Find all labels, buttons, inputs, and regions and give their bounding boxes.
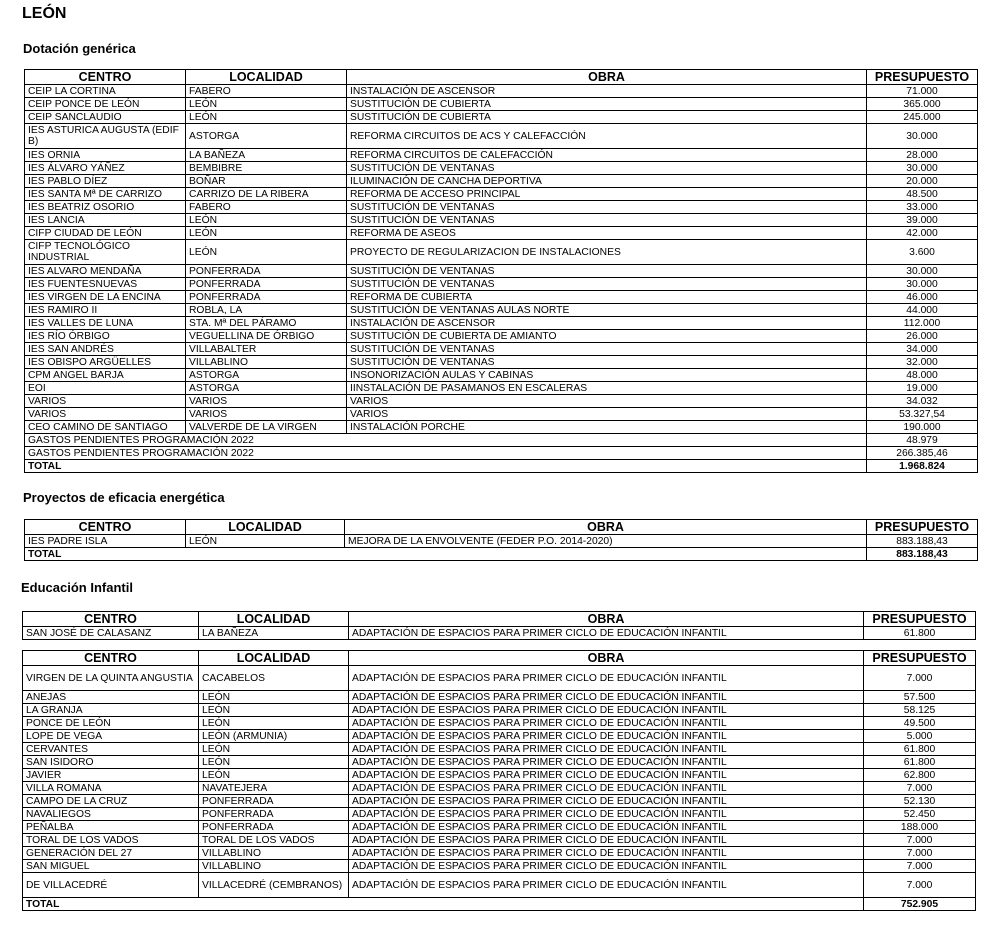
- cell-presupuesto: 7.000: [864, 782, 976, 795]
- cell-localidad: LEÓN: [199, 769, 349, 782]
- table-row: [25, 214, 978, 227]
- col-header-presupuesto: PRESUPUESTO: [867, 520, 978, 535]
- cell-obra: SUSTITUCIÓN DE VENTANAS: [347, 162, 867, 175]
- cell-centro: CEIP SANCLAUDIO: [25, 111, 186, 124]
- cell-centro: VIRGEN DE LA QUINTA ANGUSTIA: [23, 666, 199, 691]
- cell-presupuesto: 57.500: [864, 691, 976, 704]
- table-header-row: [23, 651, 976, 666]
- cell-centro: VILLA ROMANA: [23, 782, 199, 795]
- cell-presupuesto: 46.000: [867, 291, 978, 304]
- total-value: 1.968.824: [867, 460, 978, 473]
- cell-presupuesto: 190.000: [867, 421, 978, 434]
- total-row: [25, 548, 978, 561]
- cell-obra: SUSTITUCIÓN DE VENTANAS: [347, 343, 867, 356]
- cell-centro: CERVANTES: [23, 743, 199, 756]
- cell-localidad: VILLACEDRÉ (CEMBRANOS): [199, 873, 349, 898]
- col-header-centro: CENTRO: [23, 612, 199, 627]
- cell-presupuesto: 883.188,43: [867, 535, 978, 548]
- cell-presupuesto: 112.000: [867, 317, 978, 330]
- cell-localidad: ASTORGA: [186, 369, 347, 382]
- cell-obra: INSONORIZACIÓN AULAS Y CABINAS: [347, 369, 867, 382]
- cell-localidad: LEÓN: [186, 98, 347, 111]
- cell-obra: REFORMA DE ACCESO PRINCIPAL: [347, 188, 867, 201]
- cell-obra: SUSTITUCIÓN DE CUBIERTA: [347, 111, 867, 124]
- table-row: [23, 691, 976, 704]
- table-row: [23, 743, 976, 756]
- cell-centro: VARIOS: [25, 408, 186, 421]
- cell-localidad: PONFERRADA: [199, 795, 349, 808]
- cell-presupuesto: 30.000: [867, 162, 978, 175]
- cell-localidad: STA. Mª DEL PÁRAMO: [186, 317, 347, 330]
- cell-localidad: PONFERRADA: [186, 291, 347, 304]
- cell-centro: JAVIER: [23, 769, 199, 782]
- table-row: [23, 756, 976, 769]
- cell-obra: ADAPTACIÓN DE ESPACIOS PARA PRIMER CICLO DE EDUCACIÓN INFANTIL: [349, 627, 864, 640]
- table-row: [25, 85, 978, 98]
- cell-centro: IES PABLO DÍEZ: [25, 175, 186, 188]
- cell-centro: CIFP TECNOLÓGICO INDUSTRIAL: [25, 240, 186, 265]
- cell-presupuesto: 3.600: [867, 240, 978, 265]
- cell-localidad: VILLABLINO: [199, 847, 349, 860]
- cell-localidad: BOÑAR: [186, 175, 347, 188]
- cell-presupuesto: 365.000: [867, 98, 978, 111]
- total-label: TOTAL: [25, 460, 867, 473]
- cell-presupuesto: 30.000: [867, 278, 978, 291]
- cell-centro: CEO CAMINO DE SANTIAGO: [25, 421, 186, 434]
- cell-obra: ADAPTACIÓN DE ESPACIOS PARA PRIMER CICLO DE EDUCACIÓN INFANTIL: [349, 691, 864, 704]
- cell-presupuesto: 28.000: [867, 149, 978, 162]
- cell-localidad: VEGUELLINA DE ÓRBIGO: [186, 330, 347, 343]
- table-header-row: [25, 520, 978, 535]
- cell-localidad: FABERO: [186, 201, 347, 214]
- pending-row: [25, 434, 978, 447]
- cell-obra: SUSTITUCIÓN DE CUBIERTA DE AMIANTO: [347, 330, 867, 343]
- table-row: [25, 291, 978, 304]
- cell-presupuesto: 44.000: [867, 304, 978, 317]
- cell-localidad: VILLABLINO: [199, 860, 349, 873]
- table-row: [23, 666, 976, 691]
- cell-presupuesto: 71.000: [867, 85, 978, 98]
- cell-presupuesto: 58.125: [864, 704, 976, 717]
- cell-obra: ADAPTACIÓN DE ESPACIOS PARA PRIMER CICLO DE EDUCACIÓN INFANTIL: [349, 666, 864, 691]
- col-header-localidad: LOCALIDAD: [186, 70, 347, 85]
- cell-centro: LOPE DE VEGA: [23, 730, 199, 743]
- col-header-centro: CENTRO: [25, 520, 186, 535]
- cell-obra: REFORMA CIRCUITOS DE ACS Y CALEFACCIÓN: [347, 124, 867, 149]
- cell-obra: ADAPTACIÓN DE ESPACIOS PARA PRIMER CICLO DE EDUCACIÓN INFANTIL: [349, 782, 864, 795]
- cell-obra: ADAPTACIÓN DE ESPACIOS PARA PRIMER CICLO DE EDUCACIÓN INFANTIL: [349, 756, 864, 769]
- table-row: [23, 769, 976, 782]
- cell-localidad: FABERO: [186, 85, 347, 98]
- cell-localidad: TORAL DE LOS VADOS: [199, 834, 349, 847]
- pending-label: GASTOS PENDIENTES PROGRAMACIÓN 2022: [25, 434, 867, 447]
- section-heading-infantil: Educación Infantil: [21, 580, 133, 595]
- cell-presupuesto: 53.327,54: [867, 408, 978, 421]
- table-row: [25, 369, 978, 382]
- table-row: [25, 304, 978, 317]
- col-header-localidad: LOCALIDAD: [199, 651, 349, 666]
- cell-centro: IES PADRE ISLA: [25, 535, 186, 548]
- cell-centro: IES ORNIA: [25, 149, 186, 162]
- cell-centro: IES RÍO ÓRBIGO: [25, 330, 186, 343]
- table-header-row: [25, 70, 978, 85]
- cell-localidad: PONFERRADA: [199, 821, 349, 834]
- cell-localidad: VALVERDE DE LA VIRGEN: [186, 421, 347, 434]
- cell-obra: INSTALACIÓN PORCHE: [347, 421, 867, 434]
- table-row: [25, 201, 978, 214]
- cell-obra: ADAPTACIÓN DE ESPACIOS PARA PRIMER CICLO DE EDUCACIÓN INFANTIL: [349, 743, 864, 756]
- table-row: [23, 717, 976, 730]
- cell-obra: ILUMINACIÓN DE CANCHA DEPORTIVA: [347, 175, 867, 188]
- table-row: [23, 795, 976, 808]
- cell-localidad: ASTORGA: [186, 382, 347, 395]
- total-value: 752.905: [864, 898, 976, 911]
- pending-value: 266.385,46: [867, 447, 978, 460]
- cell-centro: NAVALIEGOS: [23, 808, 199, 821]
- cell-presupuesto: 42.000: [867, 227, 978, 240]
- cell-centro: IES SAN ANDRÉS: [25, 343, 186, 356]
- cell-obra: PROYECTO DE REGULARIZACION DE INSTALACIONES: [347, 240, 867, 265]
- table-row: [23, 847, 976, 860]
- cell-obra: ADAPTACIÓN DE ESPACIOS PARA PRIMER CICLO DE EDUCACIÓN INFANTIL: [349, 860, 864, 873]
- table-infantil-a: [22, 611, 976, 640]
- table-row: [25, 356, 978, 369]
- table-row: [25, 278, 978, 291]
- cell-centro: IES LANCIA: [25, 214, 186, 227]
- cell-presupuesto: 52.130: [864, 795, 976, 808]
- cell-localidad: LEÓN: [186, 214, 347, 227]
- cell-presupuesto: 19.000: [867, 382, 978, 395]
- cell-localidad: LEÓN: [186, 111, 347, 124]
- table-row: [25, 227, 978, 240]
- table-row: [25, 408, 978, 421]
- total-value: 883.188,43: [867, 548, 978, 561]
- cell-centro: IES ALVARO MENDAÑA: [25, 265, 186, 278]
- table-row: [25, 188, 978, 201]
- cell-centro: SAN JOSÉ DE CALASANZ: [23, 627, 199, 640]
- cell-presupuesto: 245.000: [867, 111, 978, 124]
- cell-presupuesto: 61.800: [864, 743, 976, 756]
- col-header-obra: OBRA: [349, 651, 864, 666]
- table-header-row: [23, 612, 976, 627]
- cell-centro: IES ASTURICA AUGUSTA (EDIF B): [25, 124, 186, 149]
- cell-centro: PONCE DE LEÓN: [23, 717, 199, 730]
- cell-localidad: VARIOS: [186, 395, 347, 408]
- cell-obra: ADAPTACIÓN DE ESPACIOS PARA PRIMER CICLO DE EDUCACIÓN INFANTIL: [349, 873, 864, 898]
- cell-localidad: LA BAÑEZA: [186, 149, 347, 162]
- cell-obra: SUSTITUCIÓN DE VENTANAS: [347, 201, 867, 214]
- cell-localidad: LEÓN: [199, 743, 349, 756]
- cell-localidad: CACABELOS: [199, 666, 349, 691]
- total-row: [25, 460, 978, 473]
- cell-presupuesto: 48.000: [867, 369, 978, 382]
- cell-localidad: BEMBIBRE: [186, 162, 347, 175]
- table-row: [23, 834, 976, 847]
- cell-presupuesto: 61.800: [864, 627, 976, 640]
- cell-obra: ADAPTACIÓN DE ESPACIOS PARA PRIMER CICLO DE EDUCACIÓN INFANTIL: [349, 847, 864, 860]
- table-row: [25, 162, 978, 175]
- table-row: [23, 704, 976, 717]
- table-row: [25, 535, 978, 548]
- cell-presupuesto: 52.450: [864, 808, 976, 821]
- cell-presupuesto: 7.000: [864, 873, 976, 898]
- col-header-localidad: LOCALIDAD: [199, 612, 349, 627]
- cell-localidad: ROBLA, LA: [186, 304, 347, 317]
- cell-obra: SUSTITUCIÓN DE VENTANAS: [347, 214, 867, 227]
- cell-presupuesto: 7.000: [864, 834, 976, 847]
- cell-centro: SAN ISIDORO: [23, 756, 199, 769]
- cell-localidad: LA BAÑEZA: [199, 627, 349, 640]
- table-eficacia-energetica: [24, 519, 978, 561]
- cell-presupuesto: 49.500: [864, 717, 976, 730]
- section-heading-eficacia: Proyectos de eficacia energética: [23, 490, 225, 505]
- cell-obra: SUSTITUCIÓN DE VENTANAS: [347, 278, 867, 291]
- cell-centro: DE VILLACEDRÉ: [23, 873, 199, 898]
- cell-presupuesto: 20.000: [867, 175, 978, 188]
- cell-localidad: VARIOS: [186, 408, 347, 421]
- col-header-presupuesto: PRESUPUESTO: [867, 70, 978, 85]
- pending-value: 48.979: [867, 434, 978, 447]
- cell-localidad: VILLABLINO: [186, 356, 347, 369]
- cell-localidad: VILLABALTER: [186, 343, 347, 356]
- col-header-centro: CENTRO: [23, 651, 199, 666]
- cell-obra: SUSTITUCIÓN DE VENTANAS: [347, 265, 867, 278]
- cell-presupuesto: 34.000: [867, 343, 978, 356]
- cell-centro: IES OBISPO ARGÜELLES: [25, 356, 186, 369]
- cell-localidad: LEÓN: [186, 535, 345, 548]
- cell-centro: ANEJAS: [23, 691, 199, 704]
- cell-presupuesto: 30.000: [867, 265, 978, 278]
- cell-localidad: LEÓN: [199, 756, 349, 769]
- cell-localidad: ASTORGA: [186, 124, 347, 149]
- cell-centro: IES SANTA Mª DE CARRIZO: [25, 188, 186, 201]
- cell-obra: SUSTITUCIÓN DE CUBIERTA: [347, 98, 867, 111]
- cell-obra: ADAPTACIÓN DE ESPACIOS PARA PRIMER CICLO DE EDUCACIÓN INFANTIL: [349, 834, 864, 847]
- cell-centro: IES BEATRIZ OSORIO: [25, 201, 186, 214]
- table-row: [23, 730, 976, 743]
- cell-obra: REFORMA DE ASEOS: [347, 227, 867, 240]
- cell-obra: ADAPTACIÓN DE ESPACIOS PARA PRIMER CICLO DE EDUCACIÓN INFANTIL: [349, 795, 864, 808]
- col-header-obra: OBRA: [349, 612, 864, 627]
- cell-presupuesto: 26.000: [867, 330, 978, 343]
- cell-centro: IES VIRGEN DE LA ENCINA: [25, 291, 186, 304]
- col-header-obra: OBRA: [345, 520, 867, 535]
- cell-localidad: LEÓN: [199, 691, 349, 704]
- cell-presupuesto: 7.000: [864, 860, 976, 873]
- table-row: [25, 98, 978, 111]
- total-label: TOTAL: [23, 898, 864, 911]
- table-row: [23, 873, 976, 898]
- table-row: [23, 808, 976, 821]
- cell-obra: VARIOS: [347, 395, 867, 408]
- table-row: [25, 317, 978, 330]
- cell-obra: MEJORA DE LA ENVOLVENTE (FEDER P.O. 2014-2020): [345, 535, 867, 548]
- cell-localidad: LEÓN: [186, 240, 347, 265]
- table-row: [25, 395, 978, 408]
- cell-obra: REFORMA CIRCUITOS DE CALEFACCIÓN: [347, 149, 867, 162]
- cell-presupuesto: 62.800: [864, 769, 976, 782]
- cell-centro: CAMPO DE LA CRUZ: [23, 795, 199, 808]
- pending-row: [25, 447, 978, 460]
- col-header-presupuesto: PRESUPUESTO: [864, 651, 976, 666]
- cell-localidad: CARRIZO DE LA RIBERA: [186, 188, 347, 201]
- cell-presupuesto: 34.032: [867, 395, 978, 408]
- cell-localidad: PONFERRADA: [186, 278, 347, 291]
- cell-presupuesto: 30.000: [867, 124, 978, 149]
- cell-obra: INSTALACIÓN DE ASCENSOR: [347, 85, 867, 98]
- cell-presupuesto: 61.800: [864, 756, 976, 769]
- pending-label: GASTOS PENDIENTES PROGRAMACIÓN 2022: [25, 447, 867, 460]
- cell-centro: CPM ANGEL BARJA: [25, 369, 186, 382]
- cell-obra: REFORMA DE CUBIERTA: [347, 291, 867, 304]
- cell-obra: IINSTALACIÓN DE PASAMANOS EN ESCALERAS: [347, 382, 867, 395]
- cell-localidad: LEÓN (ARMUNIA): [199, 730, 349, 743]
- col-header-obra: OBRA: [347, 70, 867, 85]
- cell-localidad: NAVATEJERA: [199, 782, 349, 795]
- table-row: [25, 330, 978, 343]
- table-row: [25, 124, 978, 149]
- table-row: [25, 149, 978, 162]
- cell-presupuesto: 33.000: [867, 201, 978, 214]
- table-row: [23, 627, 976, 640]
- cell-presupuesto: 7.000: [864, 666, 976, 691]
- cell-localidad: LEÓN: [199, 717, 349, 730]
- cell-obra: ADAPTACIÓN DE ESPACIOS PARA PRIMER CICLO DE EDUCACIÓN INFANTIL: [349, 821, 864, 834]
- cell-centro: PEÑALBA: [23, 821, 199, 834]
- cell-presupuesto: 39.000: [867, 214, 978, 227]
- table-row: [25, 382, 978, 395]
- cell-presupuesto: 7.000: [864, 847, 976, 860]
- cell-obra: INSTALACIÓN DE ASCENSOR: [347, 317, 867, 330]
- table-row: [25, 343, 978, 356]
- cell-centro: VARIOS: [25, 395, 186, 408]
- table-row: [23, 821, 976, 834]
- cell-centro: TORAL DE LOS VADOS: [23, 834, 199, 847]
- cell-presupuesto: 32.000: [867, 356, 978, 369]
- cell-obra: ADAPTACIÓN DE ESPACIOS PARA PRIMER CICLO DE EDUCACIÓN INFANTIL: [349, 808, 864, 821]
- cell-obra: ADAPTACIÓN DE ESPACIOS PARA PRIMER CICLO DE EDUCACIÓN INFANTIL: [349, 769, 864, 782]
- section-heading-dotacion: Dotación genérica: [23, 41, 136, 56]
- cell-localidad: LEÓN: [186, 227, 347, 240]
- cell-obra: ADAPTACIÓN DE ESPACIOS PARA PRIMER CICLO DE EDUCACIÓN INFANTIL: [349, 730, 864, 743]
- cell-centro: IES RAMIRO II: [25, 304, 186, 317]
- cell-localidad: PONFERRADA: [186, 265, 347, 278]
- table-dotacion-generica: [24, 69, 978, 473]
- table-infantil-b: [22, 650, 976, 911]
- page-title: LEÓN: [22, 5, 67, 22]
- cell-centro: IES FUENTESNUEVAS: [25, 278, 186, 291]
- cell-presupuesto: 5.000: [864, 730, 976, 743]
- cell-obra: SUSTITUCIÓN DE VENTANAS AULAS NORTE: [347, 304, 867, 317]
- cell-obra: VARIOS: [347, 408, 867, 421]
- col-header-presupuesto: PRESUPUESTO: [864, 612, 976, 627]
- cell-obra: SUSTITUCIÓN DE VENTANAS: [347, 356, 867, 369]
- total-label: TOTAL: [25, 548, 867, 561]
- cell-centro: CEIP PONCE DE LEÓN: [25, 98, 186, 111]
- cell-presupuesto: 188.000: [864, 821, 976, 834]
- cell-centro: CEIP LA CORTINA: [25, 85, 186, 98]
- cell-centro: SAN MIGUEL: [23, 860, 199, 873]
- cell-centro: LA GRANJA: [23, 704, 199, 717]
- cell-localidad: PONFERRADA: [199, 808, 349, 821]
- cell-obra: ADAPTACIÓN DE ESPACIOS PARA PRIMER CICLO DE EDUCACIÓN INFANTIL: [349, 704, 864, 717]
- col-header-centro: CENTRO: [25, 70, 186, 85]
- cell-centro: CIFP CIUDAD DE LEÓN: [25, 227, 186, 240]
- total-row: [23, 898, 976, 911]
- cell-presupuesto: 48.500: [867, 188, 978, 201]
- table-row: [25, 175, 978, 188]
- table-row: [23, 782, 976, 795]
- cell-localidad: LEÓN: [199, 704, 349, 717]
- table-row: [25, 240, 978, 265]
- cell-centro: GENERACIÓN DEL 27: [23, 847, 199, 860]
- table-row: [25, 265, 978, 278]
- cell-centro: IES ÁLVARO YÁÑEZ: [25, 162, 186, 175]
- cell-obra: ADAPTACIÓN DE ESPACIOS PARA PRIMER CICLO DE EDUCACIÓN INFANTIL: [349, 717, 864, 730]
- table-row: [23, 860, 976, 873]
- cell-centro: EOI: [25, 382, 186, 395]
- col-header-localidad: LOCALIDAD: [186, 520, 345, 535]
- cell-centro: IES VALLES DE LUNA: [25, 317, 186, 330]
- table-row: [25, 111, 978, 124]
- table-row: [25, 421, 978, 434]
